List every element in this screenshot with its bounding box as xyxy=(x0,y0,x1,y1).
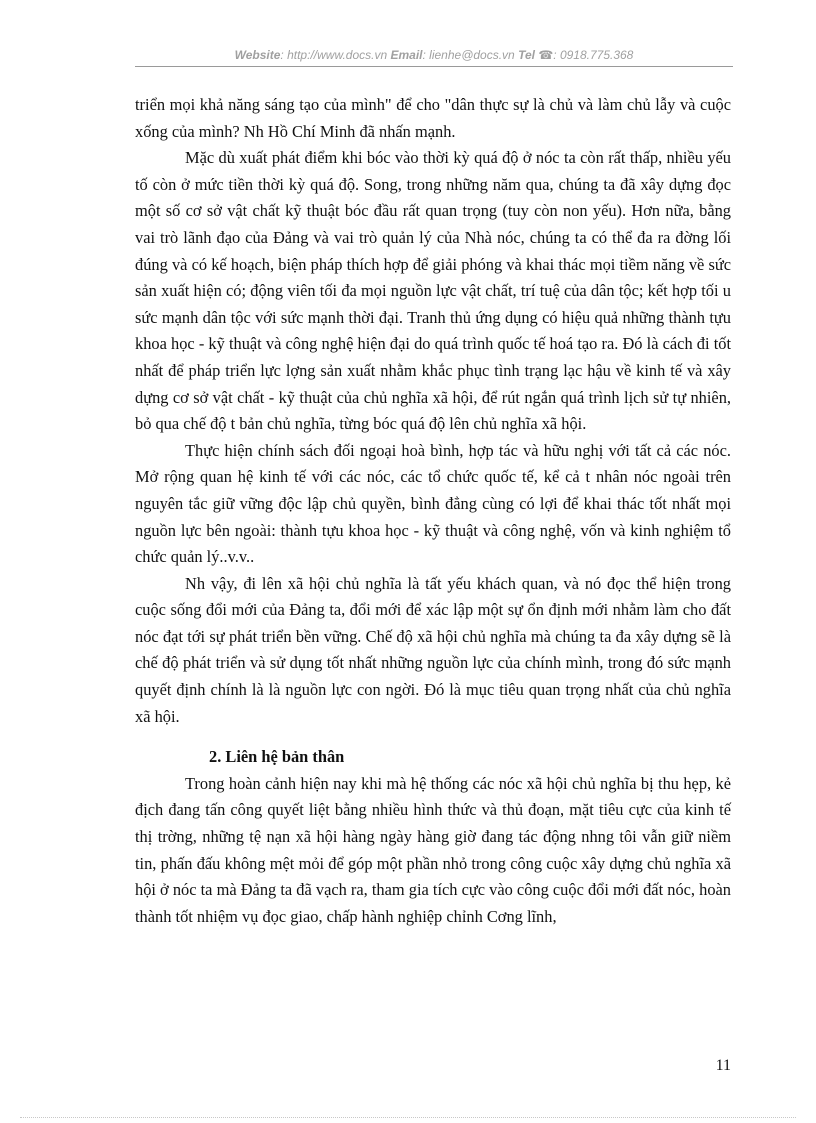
phone-icon: ☎ xyxy=(538,48,554,62)
paragraph-5: Trong hoàn cảnh hiện nay khi mà hệ thống các nóc xã hội chủ nghĩa bị thu hẹp, kẻ địch đang tấn công quyết liệt bằng nhiều hình thức và thủ đoạn, mặt tiêu cực của kinh tế thị trờng, những tệ nạn xã hội hàng ngày hàng giờ đang tác động nhng tôi vẫn giữ niềm tin, phấn đấu không mệt mỏi để góp một phần nhỏ trong công cuộc xây dựng chủ nghĩa xã hội ở nóc ta mà Đảng ta đã vạch ra, tham gia tích cực vào công cuộc đổi mới đất nóc, hoàn thành tốt nhiệm vụ đọc giao, chấp hành nghiệp chỉnh Cơng lĩnh, xyxy=(135,773,731,926)
website-value: : http://www.docs.vn xyxy=(280,48,388,62)
page-number: 11 xyxy=(715,1057,731,1074)
tel-value: : 0918.775.368 xyxy=(553,48,634,62)
section-heading: 2. Liên hệ bản thân xyxy=(209,747,345,767)
paragraph-1: triển mọi khả năng sáng tạo của mình" để cho "dân thực sự là chủ và làm chủ lẫy và cuộc xống của mình? Nh Hồ Chí Minh đã nhấn mạnh. xyxy=(135,95,731,141)
paragraph-3: Thực hiện chính sách đối ngoại hoà bình, hợp tác và hữu nghị với tất cả các nóc. Mở rộng quan hệ kinh tế với các nóc, các tổ chức quốc tế, kể cả t nhân nóc ngoài trên nguyên tắc giữ vững độc lập chủ quyền, bình đẳng cùng có lợi để khai thác tốt nhất mọi nguồn lực bên ngoài: thành tựu khoa học - kỹ thuật và công nghệ, vốn và kinh nghiệm tổ chức quản lý..v.v.. xyxy=(135,440,731,567)
paragraph-4: Nh vậy, đi lên xã hội chủ nghĩa là tất yếu khách quan, và nó đọc thể hiện trong cuộc sống đổi mới của Đảng ta, đổi mới để xác lập một sự ổn định mới nhằm làm cho đất nóc đạt tới sự phát triển bền vững. Chế độ xã hội chủ nghĩa mà chúng ta đa xây dựng sẽ là chế độ phát triển và sử dụng tốt nhất những nguồn lực của chính mình, trong đó sức mạnh quyết định chính là là nguồn lực con ngời. Đó là mục tiêu quan trọng nhất của chủ nghĩa xã hội. xyxy=(135,573,731,726)
tel-label: Tel xyxy=(518,48,535,62)
email-label: Email xyxy=(390,48,423,62)
paragraph-2: Mặc dù xuất phát điểm khi bóc vào thời kỳ quá độ ở nóc ta còn rất thấp, nhiều yếu tố còn ở mức tiền thời kỳ quá độ. Song, trong những năm qua, chúng ta đã xây dựng đọc một số cơ sở vật chất kỹ thuật bóc đầu rất quan trọng (tuy còn non yếu). Hơn nữa, bằng vai trò lãnh đạo của Đảng và vai trò quản lý của Nhà nóc, chúng ta có thể đa ra đờng lối đúng và có kế hoạch, biện pháp thích hợp để giải phóng và khai thác mọi tiềm năng về sức sản xuất hiện có; động viên tối đa mọi nguồn lực vật chất, trí tuệ của dân tộc; kết hợp tối u sức mạnh dân tộc với sức mạnh thời đại. Tranh thủ ứng dụng có hiệu quả những thành tựu khoa học - kỹ thuật và công nghệ hiện đại do quá trình quốc tế hoá tạo ra. Đó là cách đi tốt nhất để pháp triển lực lợng sản xuất nhằm khắc phục tình trạng lạc hậu về kinh tế và xây dựng cơ sở vật chất - kỹ thuật của chủ nghĩa xã hội, để rút ngắn quá trình lịch sử tự nhiên, bỏ qua chế độ t bản chủ nghĩa, từng bóc quá độ lên chủ nghĩa xã hội. xyxy=(135,148,731,434)
header-divider xyxy=(135,66,733,67)
footer-divider xyxy=(20,1117,796,1118)
page-header xyxy=(135,48,733,62)
email-value: : lienhe@docs.vn xyxy=(422,48,515,62)
website-label: Website xyxy=(234,48,281,62)
document-body xyxy=(135,92,731,930)
